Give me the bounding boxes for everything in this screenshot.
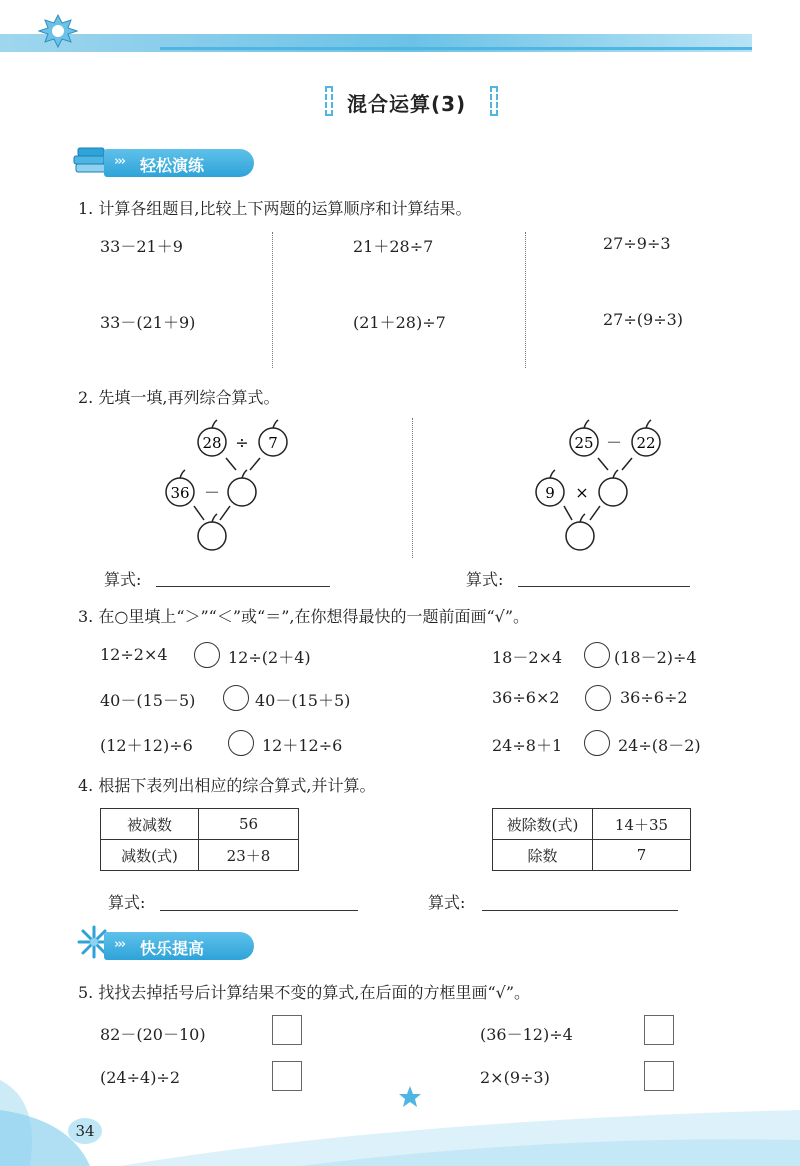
question-4-stem: 4. 根据下表列出相应的综合算式,并计算。	[78, 776, 376, 795]
arrows-icon: ›››	[114, 937, 125, 952]
compare-circle[interactable]	[223, 685, 249, 711]
question-1-stem: 1. 计算各组题目,比较上下两题的运算顺序和计算结果。	[78, 199, 472, 218]
formula-answer-line[interactable]	[518, 586, 690, 587]
compare-circle[interactable]	[194, 642, 220, 668]
q5-expression: (24÷4)÷2	[100, 1068, 181, 1087]
compare-right: 36÷6÷2	[620, 688, 688, 707]
title-right-bracket	[490, 86, 498, 116]
compare-right: 12÷(2＋4)	[228, 648, 311, 667]
compare-right: 24÷(8－2)	[618, 736, 701, 755]
compare-circle[interactable]	[584, 642, 610, 668]
table-row	[101, 840, 299, 871]
column-divider	[272, 232, 273, 368]
section-tag-practice	[104, 149, 254, 177]
table-cell: 减数(式)	[101, 840, 199, 871]
table-cell: 被除数(式)	[493, 809, 593, 840]
title-left-bracket	[325, 86, 333, 116]
lesson-title-box	[325, 84, 500, 118]
data-table-subtraction	[100, 808, 299, 871]
q1-expression: 27÷(9÷3)	[603, 310, 684, 329]
formula-label: 算式:	[104, 570, 142, 589]
column-divider	[525, 232, 526, 368]
compare-left: 12÷2×4	[100, 645, 168, 664]
compare-left: 18－2×4	[492, 648, 563, 667]
table-cell: 7	[593, 840, 691, 871]
apple-number: 36	[170, 484, 190, 502]
q5-expression: (36－12)÷4	[480, 1025, 573, 1044]
formula-label: 算式:	[428, 893, 466, 912]
q1-expression: 33－21＋9	[100, 237, 183, 256]
formula-answer-line[interactable]	[482, 910, 678, 911]
apple-icon	[166, 470, 194, 506]
apple-icon	[259, 420, 287, 456]
apple-diagram-right	[516, 418, 666, 558]
apple-icon	[632, 420, 660, 456]
formula-label: 算式:	[466, 570, 504, 589]
section-tag-improve	[104, 932, 254, 960]
operator: －	[203, 483, 221, 502]
q1-expression: 27÷9÷3	[603, 234, 671, 253]
table-row	[101, 809, 299, 840]
compare-circle[interactable]	[584, 730, 610, 756]
footer-decoration	[0, 1040, 800, 1166]
apple-blank-icon[interactable]	[599, 470, 627, 506]
apple-blank-icon[interactable]	[228, 470, 256, 506]
section-label: 快乐提高	[140, 939, 205, 958]
formula-label: 算式:	[108, 893, 146, 912]
page-title: 混合运算(3)	[347, 92, 467, 116]
table-cell: 被减数	[101, 809, 199, 840]
formula-answer-line[interactable]	[160, 910, 358, 911]
table-row	[493, 840, 691, 871]
page-number: 34	[68, 1118, 102, 1144]
compare-left: 40－(15－5)	[100, 691, 196, 710]
apple-diagram-left	[150, 418, 290, 558]
compare-left: (12＋12)÷6	[100, 736, 193, 755]
operator: ÷	[235, 433, 249, 452]
compare-left: 24÷8＋1	[492, 736, 563, 755]
apple-number: 28	[202, 434, 222, 452]
operator: ×	[575, 483, 589, 502]
formula-answer-line[interactable]	[156, 586, 330, 587]
table-cell: 除数	[493, 840, 593, 871]
apple-number: 7	[268, 434, 278, 452]
table-row	[493, 809, 691, 840]
q5-expression: 2×(9÷3)	[480, 1068, 550, 1087]
table-cell: 23＋8	[199, 840, 299, 871]
column-divider	[412, 418, 413, 558]
compare-right: (18－2)÷4	[614, 648, 697, 667]
compare-right: 12＋12÷6	[262, 736, 343, 755]
table-cell: 56	[199, 809, 299, 840]
section-label: 轻松演练	[140, 156, 205, 175]
apple-number: 22	[636, 434, 656, 452]
compare-left: 36÷6×2	[492, 688, 560, 707]
apple-icon	[198, 420, 226, 456]
q5-expression: 82－(20－10)	[100, 1025, 206, 1044]
q1-expression: 21＋28÷7	[353, 237, 434, 256]
table-cell: 14＋35	[593, 809, 691, 840]
compare-circle[interactable]	[228, 730, 254, 756]
star-badge-icon	[38, 14, 78, 48]
apple-icon	[570, 420, 598, 456]
compare-circle[interactable]	[585, 685, 611, 711]
apple-blank-icon[interactable]	[198, 514, 226, 550]
q1-expression: 33－(21＋9)	[100, 313, 196, 332]
compare-right: 40－(15＋5)	[255, 691, 351, 710]
operator: －	[605, 433, 623, 452]
header-line	[160, 47, 752, 50]
arrows-icon: ›››	[114, 154, 125, 169]
apple-icon	[536, 470, 564, 506]
data-table-division	[492, 808, 691, 871]
question-2-stem: 2. 先填一填,再列综合算式。	[78, 388, 280, 407]
q1-expression: (21＋28)÷7	[353, 313, 446, 332]
question-5-stem: 5. 找找去掉括号后计算结果不变的算式,在后面的方框里画“√”。	[78, 983, 530, 1002]
apple-number: 25	[574, 434, 594, 452]
apple-number: 9	[545, 484, 555, 502]
question-3-stem: 3. 在○里填上“＞”“＜”或“＝”,在你想得最快的一题前面画“√”。	[78, 607, 530, 626]
